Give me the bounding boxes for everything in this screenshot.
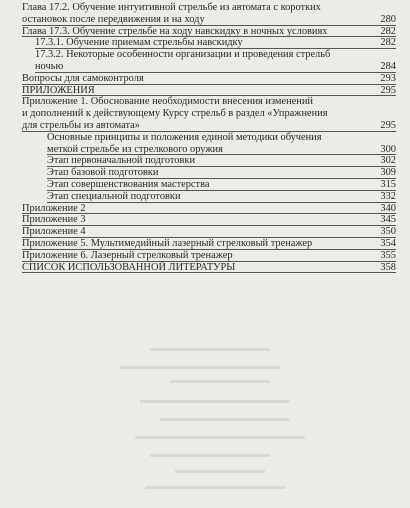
toc-page-number: 355 xyxy=(380,249,396,261)
row-rule xyxy=(22,272,396,273)
toc-page-number: 280 xyxy=(380,13,396,25)
toc-entry xyxy=(0,73,410,85)
toc-entry-text: остановок после передвижения и на ходу xyxy=(22,13,205,25)
toc-entry-text: Этап первоначальной подготовки xyxy=(47,155,195,167)
show-through-mark xyxy=(150,454,270,457)
toc-entry-text: СПИСОК ИСПОЛЬЗОВАННОЙ ЛИТЕРАТУРЫ xyxy=(22,261,236,273)
toc-entry xyxy=(0,238,410,250)
toc-page-number: 293 xyxy=(380,72,396,84)
show-through-mark xyxy=(145,486,285,489)
toc-entry xyxy=(0,226,410,238)
show-through-text xyxy=(0,340,410,508)
toc-page-number: 284 xyxy=(380,60,396,72)
toc-page-number: 282 xyxy=(380,37,396,49)
show-through-mark xyxy=(135,436,305,439)
toc-page-number: 309 xyxy=(380,167,396,179)
toc-entry-text: Приложение 6. Лазерный стрелковый тренажер xyxy=(22,249,233,261)
show-through-mark xyxy=(120,366,280,369)
toc-entry-text: Этап базовой подготовки xyxy=(47,167,159,179)
show-through-mark xyxy=(170,380,270,383)
toc-page-number: 315 xyxy=(380,178,396,190)
toc-entry xyxy=(0,37,410,49)
toc-entry-text: ночью xyxy=(35,60,64,72)
toc-entry-text: Глава 17.2. Обучение интуитивной стрельбе из автомата с коротких xyxy=(22,2,321,13)
toc-entry-text: и дополнений к действующему Курсу стрельб в раздел «Упражнения xyxy=(22,108,328,120)
toc-page-number: 302 xyxy=(380,155,396,167)
toc-page-number: 295 xyxy=(380,84,396,96)
toc-entry-text: Приложение 3 xyxy=(22,214,86,226)
toc-page-number: 282 xyxy=(380,25,396,37)
toc-entry xyxy=(0,2,410,26)
toc-entry-text: Приложение 2 xyxy=(22,202,86,214)
toc-page-number: 358 xyxy=(380,261,396,273)
toc-entry xyxy=(0,262,410,274)
toc-entry-text: Этап совершенствования мастерства xyxy=(47,178,210,190)
toc-entry-text: для стрельбы из автомата» xyxy=(22,119,140,131)
toc-entry-text: Приложение 1. Обоснование необходимости внесения изменений xyxy=(22,96,313,108)
toc-entry-text: Вопросы для самоконтроля xyxy=(22,72,144,84)
toc-entry xyxy=(0,203,410,215)
toc-entry-text: 17.3.1. Обучение приемам стрельбы навскидку xyxy=(35,37,243,49)
toc-page-number: 354 xyxy=(380,237,396,249)
toc-entry-text: ПРИЛОЖЕНИЯ xyxy=(22,84,95,96)
toc-entry-text: Приложение 5. Мультимедийный лазерный стрелковый тренажер xyxy=(22,237,313,249)
toc-entry-text: Приложение 4 xyxy=(22,226,86,238)
toc-entry-text: 17.3.2. Некоторые особенности организации и проведения стрельб xyxy=(35,49,331,61)
toc-entry-text: Глава 17.3. Обучение стрельбе на ходу навскидку в ночных условиях xyxy=(22,25,328,37)
toc-page-number: 340 xyxy=(380,202,396,214)
toc-entry xyxy=(0,191,410,203)
toc-entry xyxy=(0,49,410,73)
toc-entry xyxy=(0,96,410,131)
toc-entry xyxy=(0,250,410,262)
toc-entry xyxy=(0,179,410,191)
show-through-mark xyxy=(150,348,270,351)
toc-page-number: 300 xyxy=(380,143,396,155)
toc-entry xyxy=(0,167,410,179)
toc-entry xyxy=(0,155,410,167)
toc-entry xyxy=(0,214,410,226)
toc-page-number: 345 xyxy=(380,214,396,226)
toc-page-number: 332 xyxy=(380,190,396,202)
toc-entry-text: меткой стрельбе из стрелкового оружия xyxy=(47,143,223,155)
toc-entry-text: Этап специальной подготовки xyxy=(47,190,181,202)
toc-entry xyxy=(0,85,410,97)
toc-entry xyxy=(0,26,410,38)
toc-page-number: 350 xyxy=(380,226,396,238)
toc-page-number: 295 xyxy=(380,119,396,131)
table-of-contents xyxy=(0,2,410,273)
toc-entry xyxy=(0,132,410,156)
show-through-mark xyxy=(140,400,290,403)
show-through-mark xyxy=(175,470,265,473)
show-through-mark xyxy=(160,418,290,421)
toc-entry-text: Основные принципы и положения единой методики обучения xyxy=(47,131,322,143)
